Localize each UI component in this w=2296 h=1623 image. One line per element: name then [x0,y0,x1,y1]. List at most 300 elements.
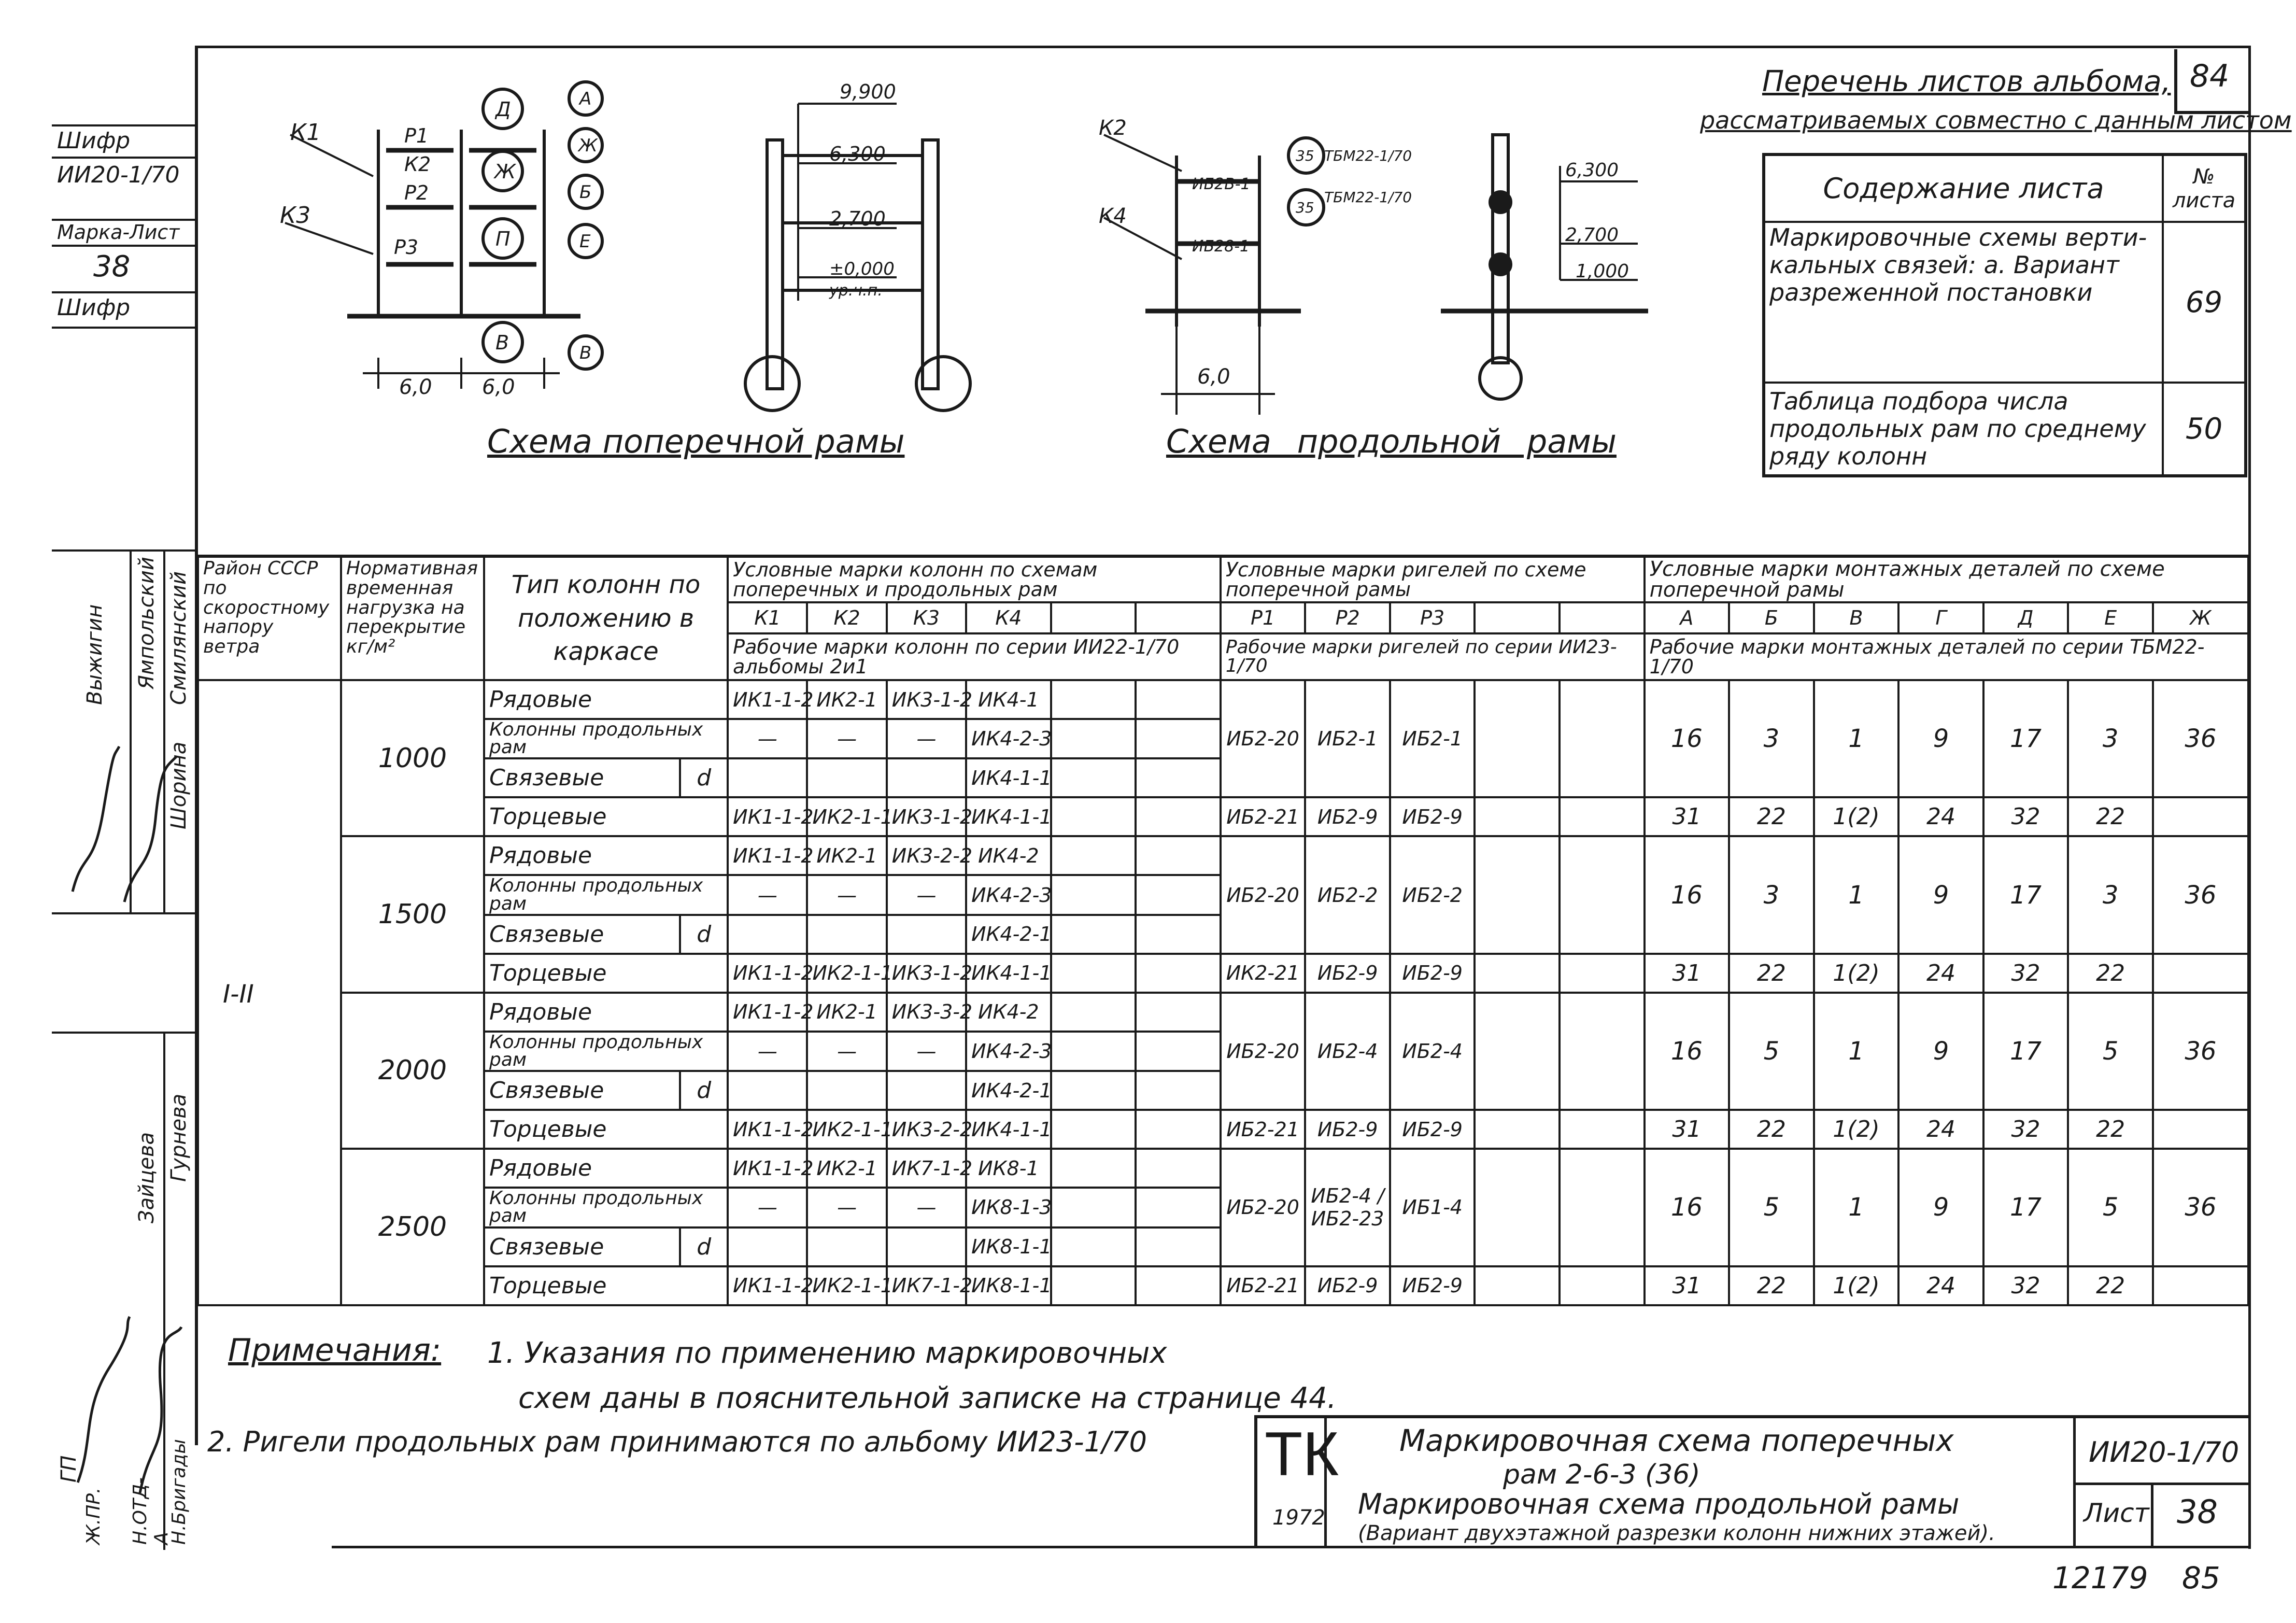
role-3: Смилянский [167,571,191,705]
p-cell: ИБ2-9 [1390,1266,1475,1305]
sheet-list-row-2-sheet: 50 [2163,383,2246,476]
k-cell: — [807,1032,886,1071]
hdr-load: Нормативная временная нагрузка на перекрытие кг/м² [341,556,484,680]
p-cell: ИБ2-9 [1305,797,1390,836]
k-cell: ИК7-1-2 [887,1149,966,1188]
m-cell [2153,1110,2248,1149]
hdr-riegel-sub: Рабочие марки ригелей по серии ИИ23-1/70 [1221,633,1645,680]
k-cell: — [807,875,886,914]
table-row [198,954,2248,993]
type-cell: Связевые [484,1227,680,1266]
hdr-m-b: Б [1729,602,1814,633]
type-cell: Торцевые [484,954,728,993]
d-mark: d [680,1227,728,1266]
role-lower-1: Зайцева [135,1132,159,1223]
p-cell: ИБ2-9 [1305,1110,1390,1149]
d-mark: d [680,915,728,954]
main-table-body [198,680,2248,1305]
table-row [198,1149,2248,1188]
m-cell: 3 [2068,680,2153,797]
sheet-list-col-sheet: № листа [2163,154,2246,222]
k-cell: ИК1-1-2 [728,797,807,836]
hdr-region: Район СССР по скоростному напору ветра [198,556,341,680]
label-l1: 6,300 [1565,160,1619,181]
p-cell: ИБ2-21 [1221,797,1306,836]
hdr-k1: К1 [728,602,807,633]
m-cell: 22 [2068,797,2153,836]
type-cell: Торцевые [484,797,728,836]
k-cell: ИК1-1-2 [728,1110,807,1149]
k-cell: ИК3-1-2 [887,680,966,719]
k-cell: — [807,1188,886,1227]
empty-cell [1560,797,1645,836]
empty-cell [1051,1110,1136,1149]
label-l3: 1,000 [1576,261,1629,282]
footer-page: 85 [2182,1560,2220,1596]
k-cell: ИК2-1 [807,1149,886,1188]
k-cell: ИК1-1-2 [728,1266,807,1305]
k-cell [728,915,807,954]
page-number: 84 [2190,58,2230,94]
m-cell: 9 [1898,993,1983,1110]
shifr-label: Шифр [57,128,131,154]
hdr-mount-group: Условные марки монтажных деталей по схеме поперечной рамы [1645,556,2248,602]
m-cell: 1(2) [1814,1110,1899,1149]
label-h5: ур.ч.п. [829,281,883,300]
hdr-m-zh: Ж [2153,602,2248,633]
empty-cell [1136,1110,1221,1149]
transverse-caption: Схема поперечной рамы [487,422,905,460]
empty-cell [1051,1071,1136,1110]
m-cell: 36 [2153,836,2248,953]
label-h1: 9,900 [840,80,896,103]
k-cell [728,1071,807,1110]
empty-cell [1136,1227,1221,1266]
p-cell: ИБ2-1 [1390,680,1475,797]
title-line-3: Маркировочная схема продольной рамы [1358,1488,1960,1520]
label-p: П [495,228,511,250]
sheet-list-row-1-sheet: 69 [2163,222,2246,383]
frame-top-line [197,46,2249,48]
m-cell [2153,954,2248,993]
empty-cell [1475,1110,1560,1149]
empty-cell [1136,719,1221,758]
table-row [198,1266,2248,1305]
m-cell: 32 [1983,797,2068,836]
title-series: ИИ20-1/70 [2089,1436,2240,1469]
k-cell: ИК1-1-2 [728,993,807,1032]
p-cell: ИБ2-21 [1221,1110,1306,1149]
m-cell: 24 [1898,797,1983,836]
k-cell: — [887,1032,966,1071]
label-zh: Ж [494,160,516,183]
k-cell: ИК3-3-2 [887,993,966,1032]
empty-cell [1475,797,1560,836]
role-1: Выжигин [83,604,107,705]
sheet-list-title-2: рассматриваемых совместно с данным листом [1700,106,2292,134]
table-row [198,1110,2248,1149]
empty-cell [1051,1149,1136,1188]
m-cell: 1 [1814,680,1899,797]
k-cell [728,758,807,797]
k-cell: ИК2-1 [807,680,886,719]
p-cell: ИБ2-20 [1221,1149,1306,1266]
m-cell: 17 [1983,1149,2068,1266]
m-cell: 22 [1729,1110,1814,1149]
k-cell [807,1227,886,1266]
signatures-lower [62,1306,192,1503]
m-cell: 36 [2153,680,2248,797]
k-cell: — [807,719,886,758]
empty-cell [1136,758,1221,797]
empty-cell [1560,993,1645,1110]
notes-heading: Примечания: [228,1332,442,1368]
m-cell: 31 [1645,1110,1730,1149]
hdr-cols-sub: Рабочие марки колонн по серии ИИ22-1/70 альбомы 2и1 [728,633,1221,680]
type-cell: Торцевые [484,1110,728,1149]
k-cell: ИК2-1-1 [807,1110,886,1149]
sheet-list-col-content: Содержание листа [1764,154,2163,222]
longitudinal-section [1430,124,1669,404]
m-cell: 22 [2068,954,2153,993]
tk-year: 1972 [1272,1506,1325,1530]
m-cell: 22 [1729,954,1814,993]
k-cell: ИК3-1-2 [887,954,966,993]
k-cell: ИК4-1-1 [966,797,1051,836]
m-cell: 9 [1898,680,1983,797]
hdr-p3: Р3 [1390,602,1475,633]
label-span2: 6,0 [482,375,515,399]
label-tbm1: ТБМ22-1/70 [1324,147,1412,164]
empty-cell [1475,993,1560,1110]
foundation-circles [741,352,1259,420]
empty-cell [1051,719,1136,758]
k-cell: ИК1-1-2 [728,836,807,875]
empty-cell [1136,1032,1221,1071]
d-mark: d [680,1071,728,1110]
empty-cell [1560,1110,1645,1149]
m-cell: 24 [1898,1110,1983,1149]
hdr-mount-sub: Рабочие марки монтажных деталей по серии ТБМ22-1/70 [1645,633,2248,680]
m-cell: 9 [1898,836,1983,953]
label-d: Д [495,98,511,121]
k-cell: ИК2-1 [807,993,886,1032]
title-list-value: 38 [2177,1493,2218,1531]
k-cell: ИК4-2 [966,836,1051,875]
k-cell: ИК1-1-2 [728,680,807,719]
m-cell: 32 [1983,1110,2068,1149]
empty-cell [1560,836,1645,953]
empty-cell [1051,1227,1136,1266]
sheet-list-row-2-text: Таблица подбора числа продольных рам по среднему ряду колонн [1764,383,2163,476]
shifr-label-2: Шифр [57,294,131,321]
type-cell: Связевые [484,1071,680,1110]
note-2: 2. Ригели продольных рам принимаются по альбому ИИ23-1/70 [207,1426,1147,1458]
empty-cell [1051,797,1136,836]
p-cell: ИБ2-20 [1221,680,1306,797]
empty-cell [1136,680,1221,719]
bottom-label-3: Н.Бригады [168,1439,190,1545]
load-cell: 1000 [341,680,484,836]
type-cell: Колонны продольных рам [484,719,728,758]
type-cell: Связевые [484,915,680,954]
m-cell: 1 [1814,1149,1899,1266]
table-row [198,680,2248,719]
hdr-k3: К3 [887,602,966,633]
m-cell: 36 [2153,1149,2248,1266]
m-cell: 24 [1898,954,1983,993]
type-cell: Связевые [484,758,680,797]
empty-cell [1136,1149,1221,1188]
p-cell: ИК2-21 [1221,954,1306,993]
k-cell: ИК8-1-1 [966,1266,1051,1305]
label-zh2: Ж [578,135,598,156]
k-cell: ИК3-1-2 [887,797,966,836]
hdr-type: Тип колонн по положению в каркасе [484,556,728,680]
k-cell: ИК8-1-1 [966,1227,1051,1266]
bottom-label-1: Ж.ПР. [83,1487,104,1545]
label-p1: Р1 [404,124,429,147]
type-cell: Колонны продольных рам [484,1188,728,1227]
role-4: Шорина [167,741,191,829]
m-cell: 22 [2068,1266,2153,1305]
role-lower-2: Гурнева [167,1093,191,1182]
m-cell: 36 [2153,993,2248,1110]
hdr-m-e: Е [2068,602,2153,633]
title-line-4: (Вариант двухэтажной разрезки колонн нижних этажей). [1358,1521,1995,1545]
label-k3: К3 [280,202,311,229]
empty-cell [1475,954,1560,993]
signatures [62,736,192,912]
type-cell: Колонны продольных рам [484,1032,728,1071]
k-cell [887,758,966,797]
m-cell: 5 [1729,993,1814,1110]
k-cell: — [887,719,966,758]
table-row [198,836,2248,875]
title-list-label: Лист [2084,1498,2149,1528]
d-mark: d [680,758,728,797]
empty-cell [1136,836,1221,875]
k-cell [807,915,886,954]
k-cell: ИК1-1-2 [728,1149,807,1188]
type-cell: Рядовые [484,993,728,1032]
tk-logo: ТК [1265,1419,1339,1489]
label-k4-long: К4 [1099,204,1127,228]
p-cell: ИБ2-21 [1221,1266,1306,1305]
load-cell: 2000 [341,993,484,1149]
k-cell [887,915,966,954]
label-p2: Р2 [404,181,429,204]
p-cell: ИБ2-9 [1305,1266,1390,1305]
label-h4: ±0,000 [829,259,895,279]
bottom-label-2: Н.ОТД-А [130,1477,172,1545]
m-cell: 16 [1645,836,1730,953]
label-span3: 6,0 [1197,365,1230,389]
k-cell: — [728,719,807,758]
empty-cell [1560,1266,1645,1305]
empty-cell [1475,1266,1560,1305]
type-cell: Колонны продольных рам [484,875,728,914]
type-cell: Торцевые [484,1266,728,1305]
m-cell: 17 [1983,836,2068,953]
label-h3: 2,700 [829,207,886,230]
empty-cell [1136,915,1221,954]
region-cell [198,680,341,1305]
sheet-list-title-1: Перечень листов альбома, [1762,65,2171,98]
k-cell: ИК2-1-1 [807,954,886,993]
m-cell: 3 [1729,836,1814,953]
role-2: Ямпольский [135,557,159,689]
k-cell: ИК4-2-1 [966,915,1051,954]
hdr-p1: Р1 [1221,602,1306,633]
note-1b: схем даны в пояснительной записке на странице 44. [518,1381,1337,1415]
m-cell: 17 [1983,680,2068,797]
region-value: I-II [223,980,254,1009]
k-cell: ИК4-2-3 [966,1032,1051,1071]
m-cell: 3 [2068,836,2153,953]
k-cell: ИК3-2-2 [887,836,966,875]
label-mark2: ИБ28-1 [1192,237,1250,256]
k-cell: — [887,875,966,914]
empty-cell [1136,993,1221,1032]
k-cell [807,758,886,797]
label-mark1: ИБ2В-1 [1192,175,1251,193]
hdr-p2: Р2 [1305,602,1390,633]
m-cell: 3 [1729,680,1814,797]
k-cell: — [728,1032,807,1071]
m-cell: 5 [1729,1149,1814,1266]
m-cell: 31 [1645,797,1730,836]
label-b: Б [579,182,592,203]
hdr-k4: К4 [966,602,1051,633]
note-1a: 1. Указания по применению маркировочных [487,1336,1167,1370]
empty-cell [1136,1071,1221,1110]
hdr-m-d: Д [1983,602,2068,633]
p-cell: ИБ2-4 / ИБ2-23 [1305,1149,1390,1266]
title-line-2: рам 2-6-3 (36) [1503,1459,1700,1490]
m-cell: 1(2) [1814,954,1899,993]
m-cell: 16 [1645,680,1730,797]
empty-cell [1051,836,1136,875]
k-cell: ИК4-1-1 [966,954,1051,993]
main-table [197,555,2249,1306]
m-cell: 5 [2068,993,2153,1110]
gip-label: ГП [57,1455,81,1483]
k-cell: ИК4-1-1 [966,1110,1051,1149]
m-cell: 1(2) [1814,1266,1899,1305]
p-cell: ИБ2-2 [1305,836,1390,953]
empty-cell [1560,1149,1645,1266]
label-a: А [579,89,592,109]
m-cell: 1 [1814,836,1899,953]
empty-cell [1136,797,1221,836]
type-cell: Рядовые [484,680,728,719]
k-cell: ИК4-1-1 [966,758,1051,797]
empty-cell [1475,836,1560,953]
m-cell: 17 [1983,993,2068,1110]
p-cell: ИБ2-4 [1305,993,1390,1110]
k-cell: ИК7-1-2 [887,1266,966,1305]
hdr-cols-group: Условные марки колонн по схемам поперечных и продольных рам [728,556,1221,602]
m-cell: 16 [1645,993,1730,1110]
hdr-m-a: А [1645,602,1730,633]
empty-cell [1051,1266,1136,1305]
sheet-list-row-1-text: Маркировочные схемы верти-кальных связей: а. Вариант разреженной постановки [1764,222,2163,383]
p-cell: ИБ2-20 [1221,993,1306,1110]
k-cell: ИК2-1 [807,836,886,875]
k-cell: ИК2-1-1 [807,797,886,836]
sheet-list-table [1762,153,2247,477]
label-v: В [495,331,509,354]
empty-cell [1051,875,1136,914]
m-cell: 22 [2068,1110,2153,1149]
left-stamp [52,124,197,1555]
k-cell: ИК8-1 [966,1149,1051,1188]
title-line-1: Маркировочная схема поперечных [1399,1423,1954,1458]
label-k2-long: К2 [1099,116,1127,140]
m-cell: 22 [1729,1266,1814,1305]
label-k1: К1 [290,119,321,146]
p-cell: ИБ2-4 [1390,993,1475,1110]
transverse-section [736,73,964,394]
shifr-value: ИИ20-1/70 [57,162,180,188]
empty-cell [1051,1032,1136,1071]
type-cell: Рядовые [484,836,728,875]
load-cell: 2500 [341,1149,484,1305]
label-l2: 2,700 [1565,224,1619,246]
hdr-riegel-group: Условные марки ригелей по схеме поперечной рамы [1221,556,1645,602]
m-cell: 31 [1645,954,1730,993]
empty-cell [1475,680,1560,797]
k-cell: ИК4-1 [966,680,1051,719]
k-cell: ИК8-1-3 [966,1188,1051,1227]
empty-cell [1560,954,1645,993]
empty-cell [1051,954,1136,993]
m-cell [2153,797,2248,836]
k-cell: — [728,1188,807,1227]
empty-cell [1051,758,1136,797]
label-35b: 35 [1296,199,1314,216]
empty-cell [1051,915,1136,954]
k-cell: ИК4-2-3 [966,875,1051,914]
empty-cell [1051,1188,1136,1227]
table-row [198,797,2248,836]
load-cell: 1500 [341,836,484,992]
transverse-frame-scheme [270,67,643,410]
marka-list-value: 38 [93,250,131,284]
k-cell [887,1227,966,1266]
footer-inventory: 12179 [2052,1560,2148,1596]
label-h2: 6,300 [829,143,886,165]
empty-cell [1475,1149,1560,1266]
hdr-m-v: В [1814,602,1899,633]
empty-cell [1560,680,1645,797]
p-cell: ИБ2-9 [1390,797,1475,836]
hdr-k2: К2 [807,602,886,633]
m-cell: 5 [2068,1149,2153,1266]
k-cell [807,1071,886,1110]
m-cell: 22 [1729,797,1814,836]
m-cell: 9 [1898,1149,1983,1266]
k-cell: ИК2-1-1 [807,1266,886,1305]
k-cell: — [887,1188,966,1227]
p-cell: ИБ2-9 [1390,954,1475,993]
m-cell: 1(2) [1814,797,1899,836]
m-cell [2153,1266,2248,1305]
m-cell: 1 [1814,993,1899,1110]
k-cell [728,1227,807,1266]
p-cell: ИБ2-20 [1221,836,1306,953]
